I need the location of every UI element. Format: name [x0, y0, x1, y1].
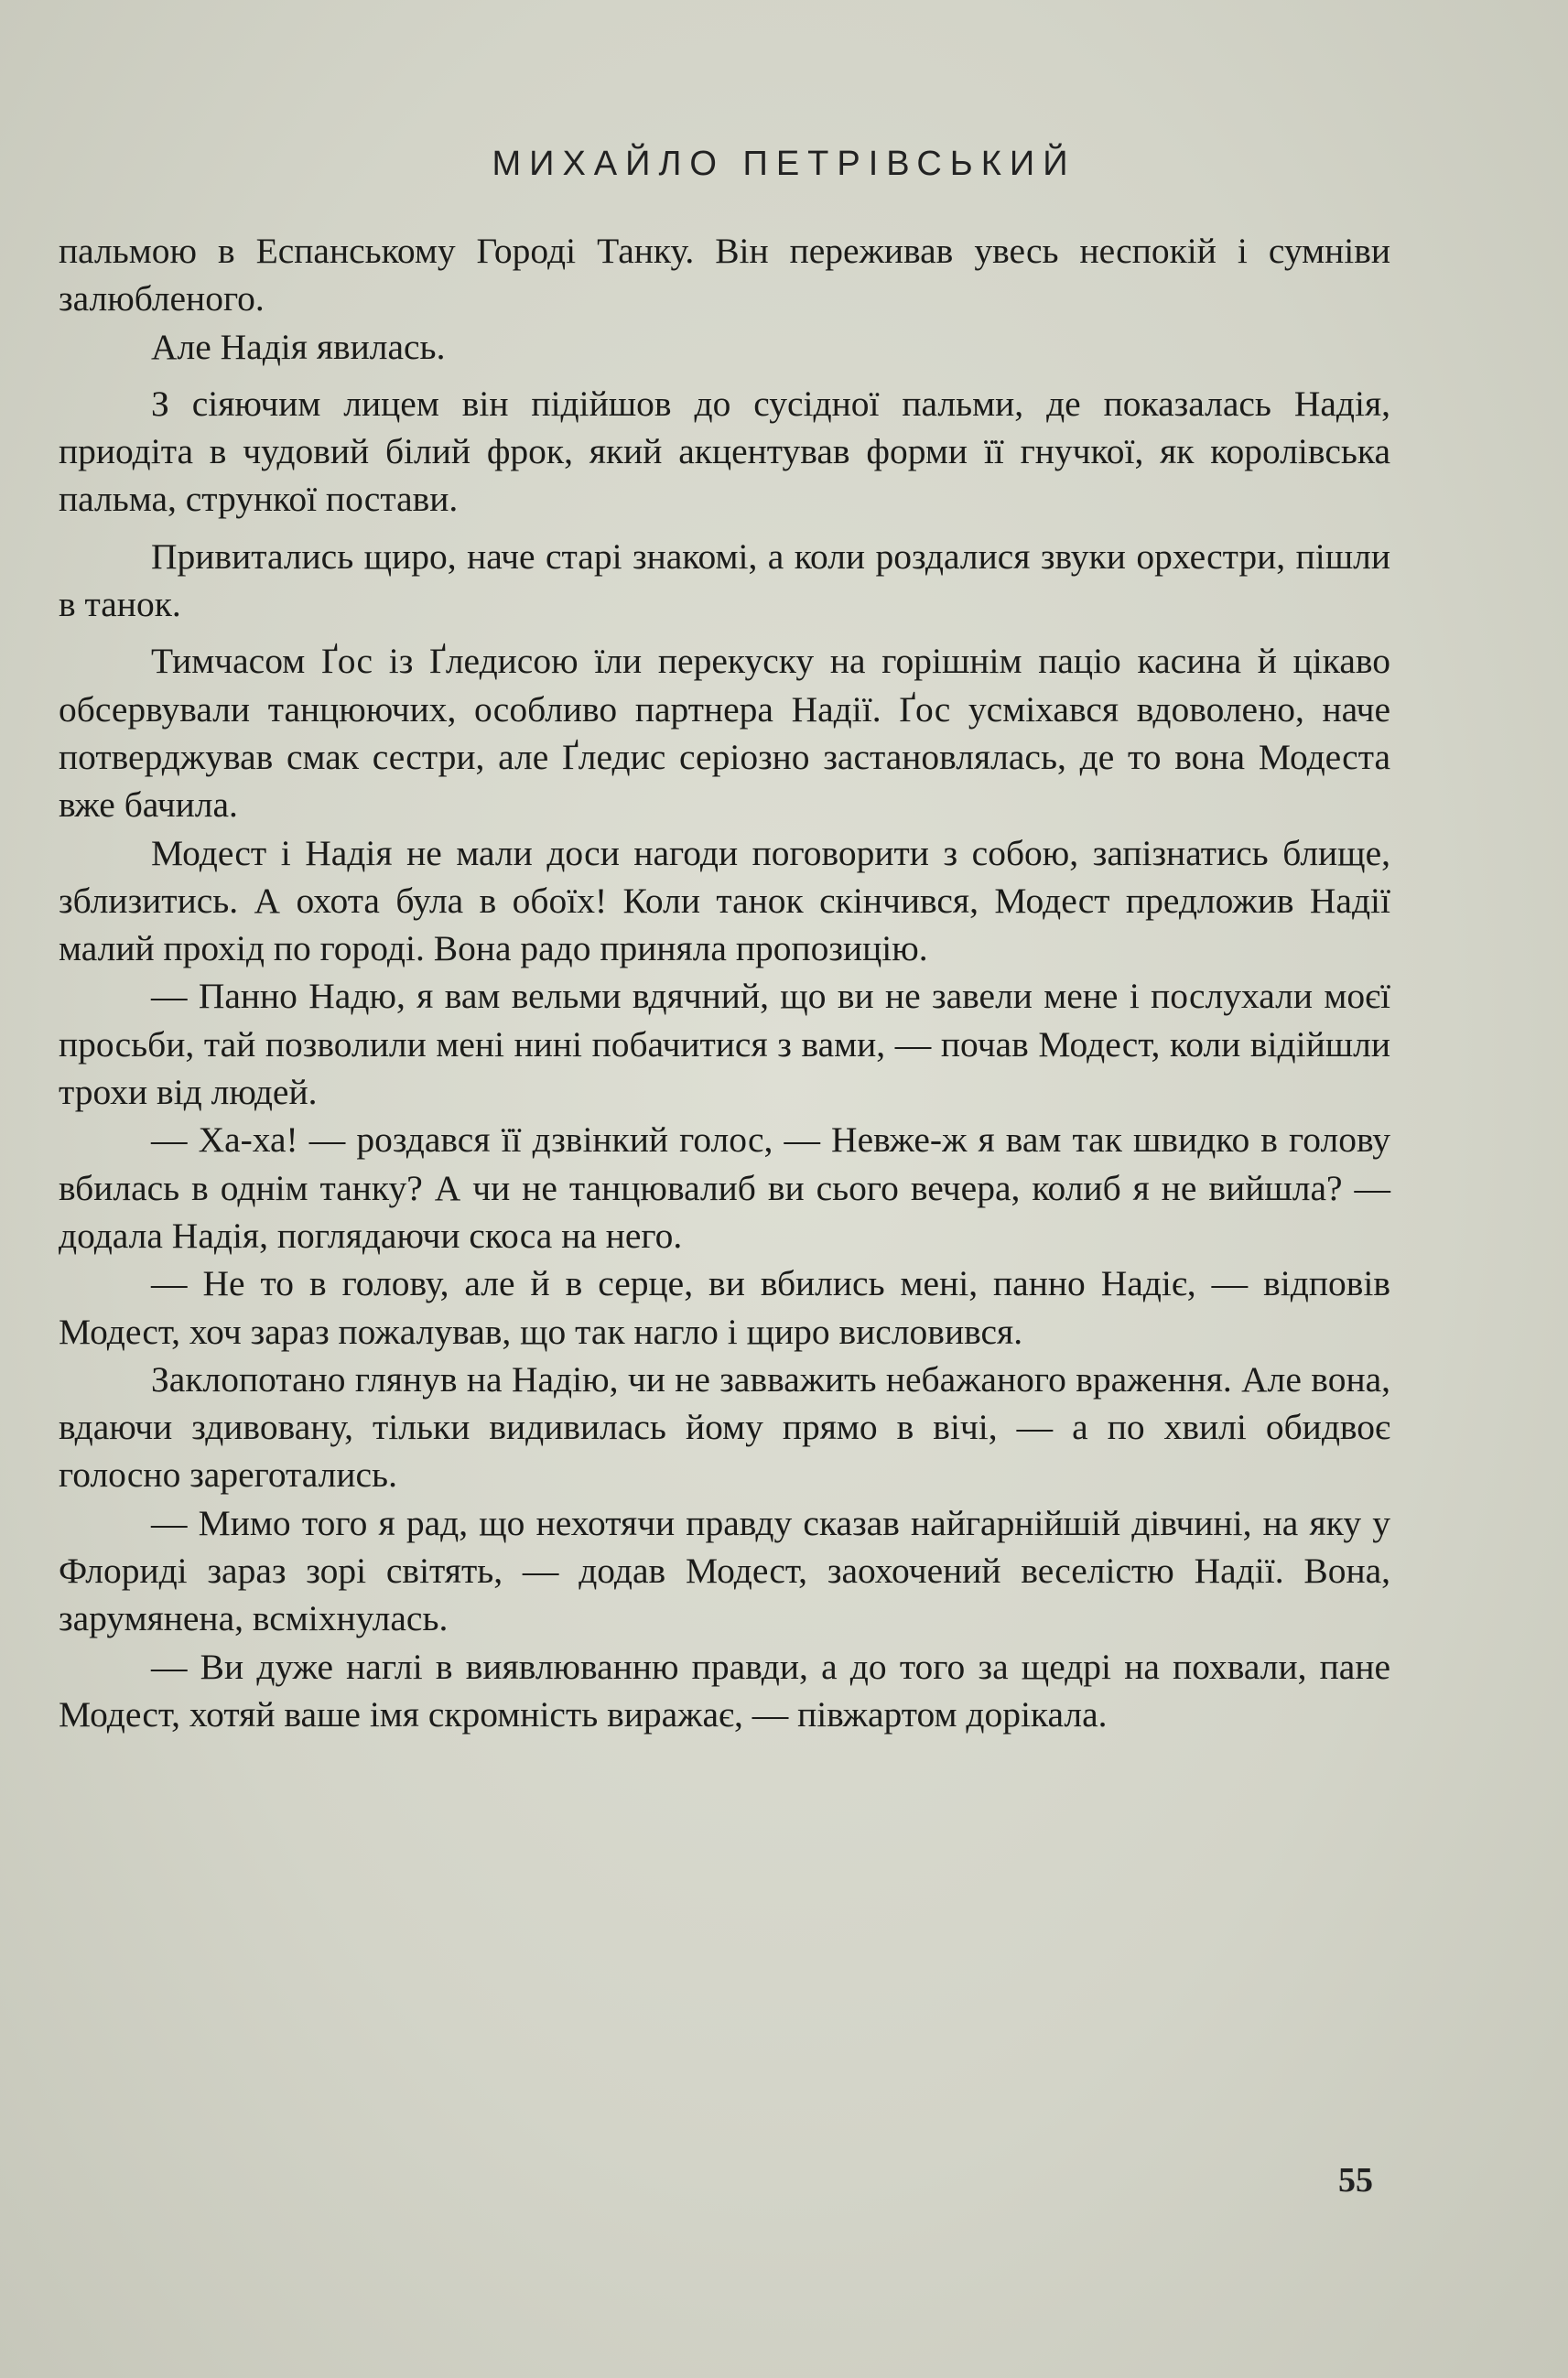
running-head: МИХАЙЛО ПЕТРІВСЬКИЙ	[492, 145, 1076, 183]
paragraph-7: — Панно Надю, я вам вельми вдячний, що ви не завели мене і послухали моєї просьби, тай позволили мені нині побачитися з вами, — почав Модест, коли відійшли трохи від людей.	[59, 976, 1390, 1113]
body-text	[59, 227, 1390, 1738]
paragraph-2: Але Надія явилась.	[151, 326, 446, 367]
paragraph-1: пальмою в Еспанському Городі Танку. Він переживав увесь неспокій і сумніви залюбленого.	[59, 231, 1390, 319]
paragraph-6: Модест і Надія не мали доси нагоди поговорити з собою, запізнатись блище, зблизитись. А охота була в обоїх! Коли танок скінчився, Модест предложив Надії малий прохід по городі. Вона радо приняла пропозицію.	[59, 832, 1390, 969]
paragraph-11: — Мимо того я рад, що нехотячи правду сказав найгарнійшій дівчині, на яку у Флориді зараз зорі світять, — додав Модест, заохочений веселістю Надії. Вона, зарумянена, всміхнулась.	[59, 1502, 1390, 1639]
paragraph-12: — Ви дуже наглі в виявлюванню правди, а до того за щедрі на похвали, пане Модест, хотяй ваше імя скромність виражає, — півжартом дорікала.	[59, 1646, 1390, 1735]
paragraph-10: Заклопотано глянув на Надію, чи не завважить небажаного враження. Але вона, вдаючи здивовану, тільки видивилась йому прямо в вічі, — а по хвилі обидвоє голосно зареготались.	[59, 1358, 1390, 1496]
paragraph-3: З сіяючим лицем він підійшов до сусідної пальми, де показалась Надія, приодіта в чудовий білий фрок, який акцентував форми її гнучкої, як королівська пальма, стрункої постави.	[59, 383, 1390, 520]
paragraph-9: — Не то в голову, але й в серце, ви вбились мені, панно Надіє, — відповів Модест, хоч зараз пожалував, що так нагло і щиро висловився.	[59, 1263, 1390, 1352]
paragraph-5: Тимчасом Ґос із Ґледисою їли перекуску на горішнім паціо касина й цікаво обсервували танцюючих, особливо партнера Надії. Ґос усміхався вдоволено, наче потверджував смак сестри, але Ґледис серіозно застановлялась, де то вона Модеста вже бачила.	[59, 641, 1390, 826]
page-number: 55	[1338, 2161, 1373, 2200]
paragraph-8: — Ха-ха! — роздався її дзвінкий голос, — Невже-ж я вам так швидко в голову вбилась в однім танку? А чи не танцювалиб ви сього вечера, колиб я не вийшла? — додала Надія, поглядаючи скоса на него.	[59, 1119, 1390, 1256]
paragraph-4: Привитались щиро, наче старі знакомі, а коли роздалися звуки орхестри, пішли в танок.	[59, 535, 1390, 625]
